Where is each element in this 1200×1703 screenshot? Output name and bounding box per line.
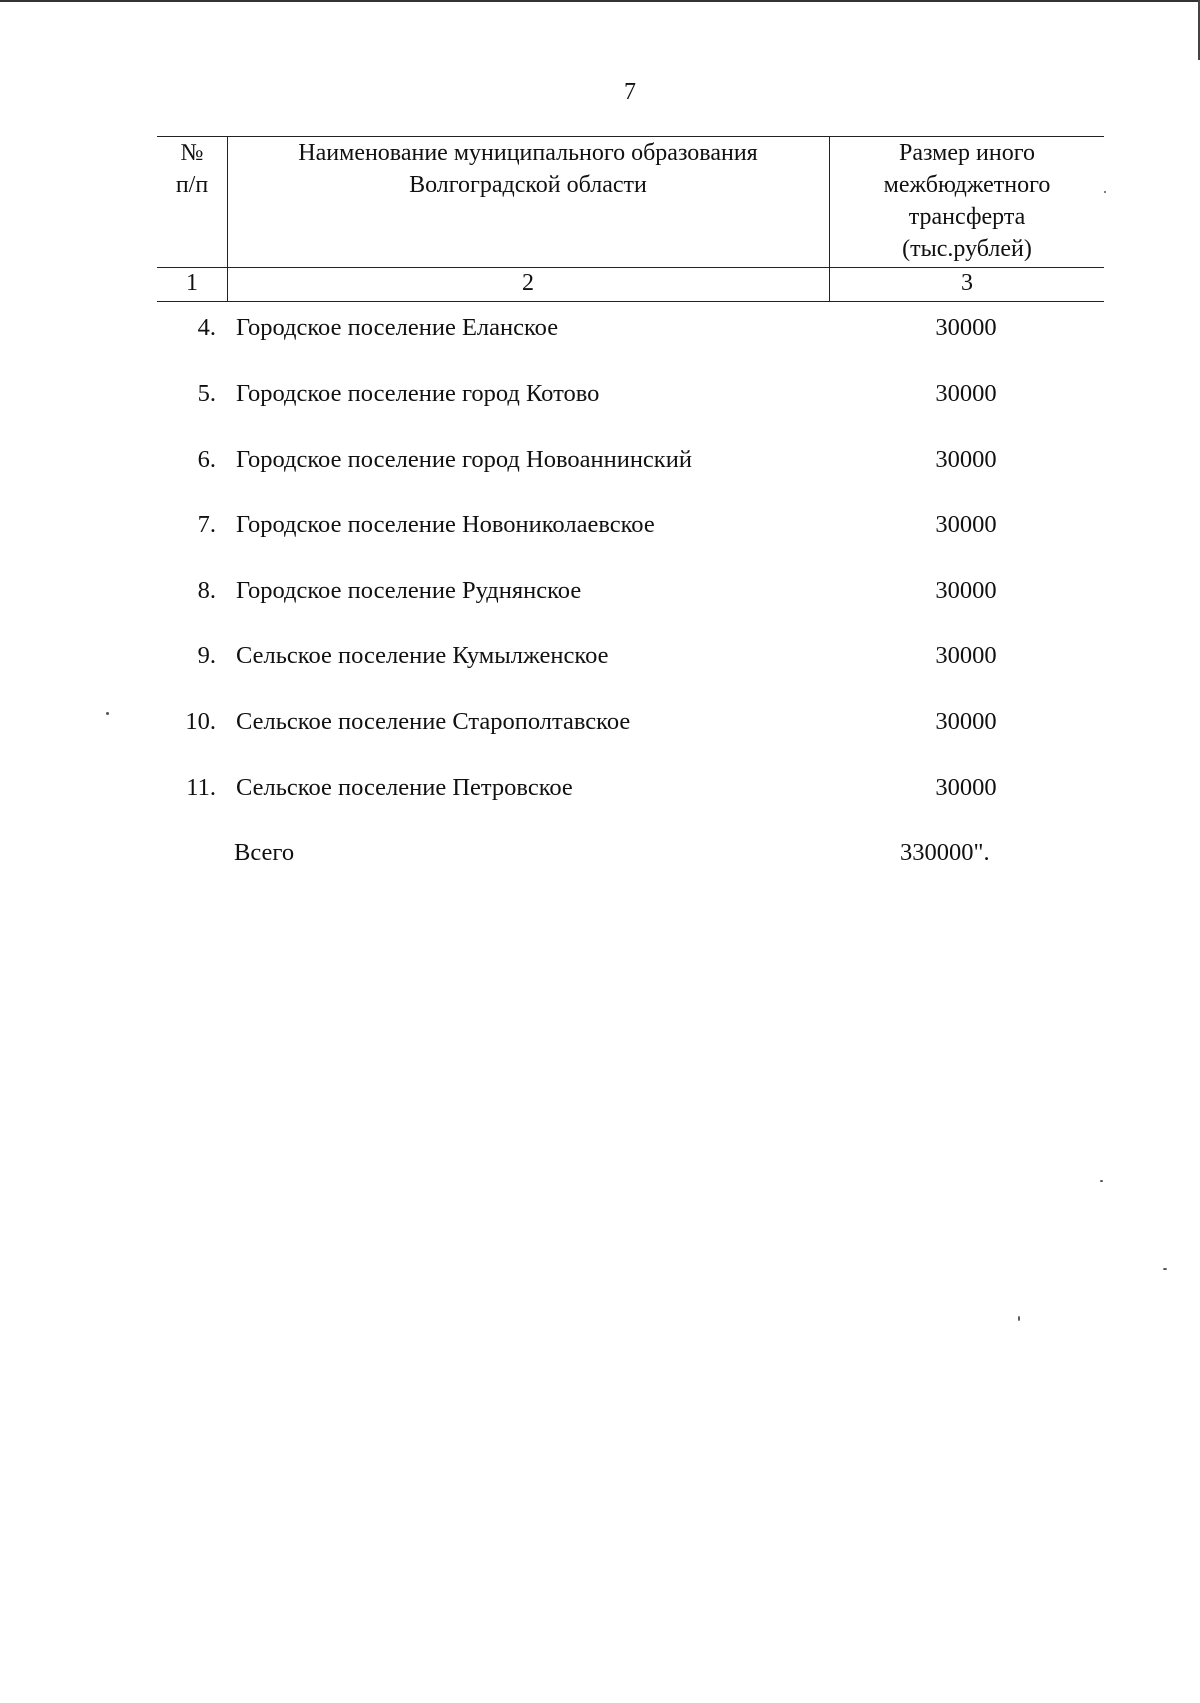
table-row [0, 639, 1200, 673]
total-label: Всего [234, 839, 295, 866]
row-name: Городское поселение Руднянское [236, 577, 582, 604]
table-row [0, 705, 1200, 739]
column-number-1: 1 [186, 270, 198, 296]
row-number: 8. [197, 577, 216, 604]
row-name: Городское поселение город Новоаннинский [236, 446, 692, 473]
header-name-line-2: Волгоградской области [409, 172, 647, 198]
scan-speck [1018, 1316, 1020, 1321]
row-name: Сельское поселение Петровское [236, 774, 573, 801]
row-number: 5. [197, 380, 216, 407]
row-amount: 30000 [935, 380, 997, 407]
table-row [0, 443, 1200, 477]
table-row [0, 508, 1200, 542]
row-name: Городское поселение Еланское [236, 314, 559, 341]
total-amount: 330000". [900, 839, 990, 866]
header-cell-amount [830, 137, 1104, 265]
row-number: 10. [185, 708, 216, 735]
column-number-3: 3 [961, 270, 973, 296]
row-amount: 30000 [935, 642, 997, 669]
header-amount-line-2: межбюджетного [883, 172, 1051, 198]
row-name: Городское поселение город Котово [236, 380, 600, 407]
row-number: 7. [197, 511, 216, 538]
row-number: 11. [186, 774, 216, 801]
row-amount: 30000 [935, 511, 997, 538]
scan-speck [1104, 191, 1106, 193]
row-name: Сельское поселение Старополтавское [236, 708, 631, 735]
scan-speck [1163, 1268, 1167, 1270]
row-number: 9. [197, 642, 216, 669]
row-number: 4. [197, 314, 216, 341]
row-name: Сельское поселение Кумылженское [236, 642, 609, 669]
table-row [0, 377, 1200, 411]
scan-edge-top [0, 0, 1200, 2]
table-row [0, 311, 1200, 345]
header-cell-name [228, 137, 828, 201]
row-name: Городское поселение Новониколаевское [236, 511, 655, 538]
row-amount: 30000 [935, 446, 997, 473]
header-number-line-2: п/п [175, 172, 209, 198]
table-row [0, 574, 1200, 608]
header-number-line-1: № [180, 140, 204, 166]
row-amount: 30000 [935, 708, 997, 735]
table-row [0, 771, 1200, 805]
header-amount-line-3: трансферта [908, 204, 1026, 230]
scan-speck [106, 712, 109, 715]
header-amount-line-4: (тыс.рублей) [902, 236, 1032, 262]
header-amount-line-1: Размер иного [899, 140, 1035, 166]
column-numbers-bottom-rule [157, 301, 1104, 302]
column-number-2: 2 [522, 270, 534, 296]
row-amount: 30000 [935, 774, 997, 801]
row-amount: 30000 [935, 314, 997, 341]
scan-speck [1100, 1180, 1103, 1182]
page-number: 7 [624, 79, 636, 105]
row-amount: 30000 [935, 577, 997, 604]
header-cell-number [158, 137, 226, 201]
header-bottom-rule [157, 267, 1104, 268]
header-name-line-1: Наименование муниципального образования [298, 140, 758, 166]
row-number: 6. [197, 446, 216, 473]
